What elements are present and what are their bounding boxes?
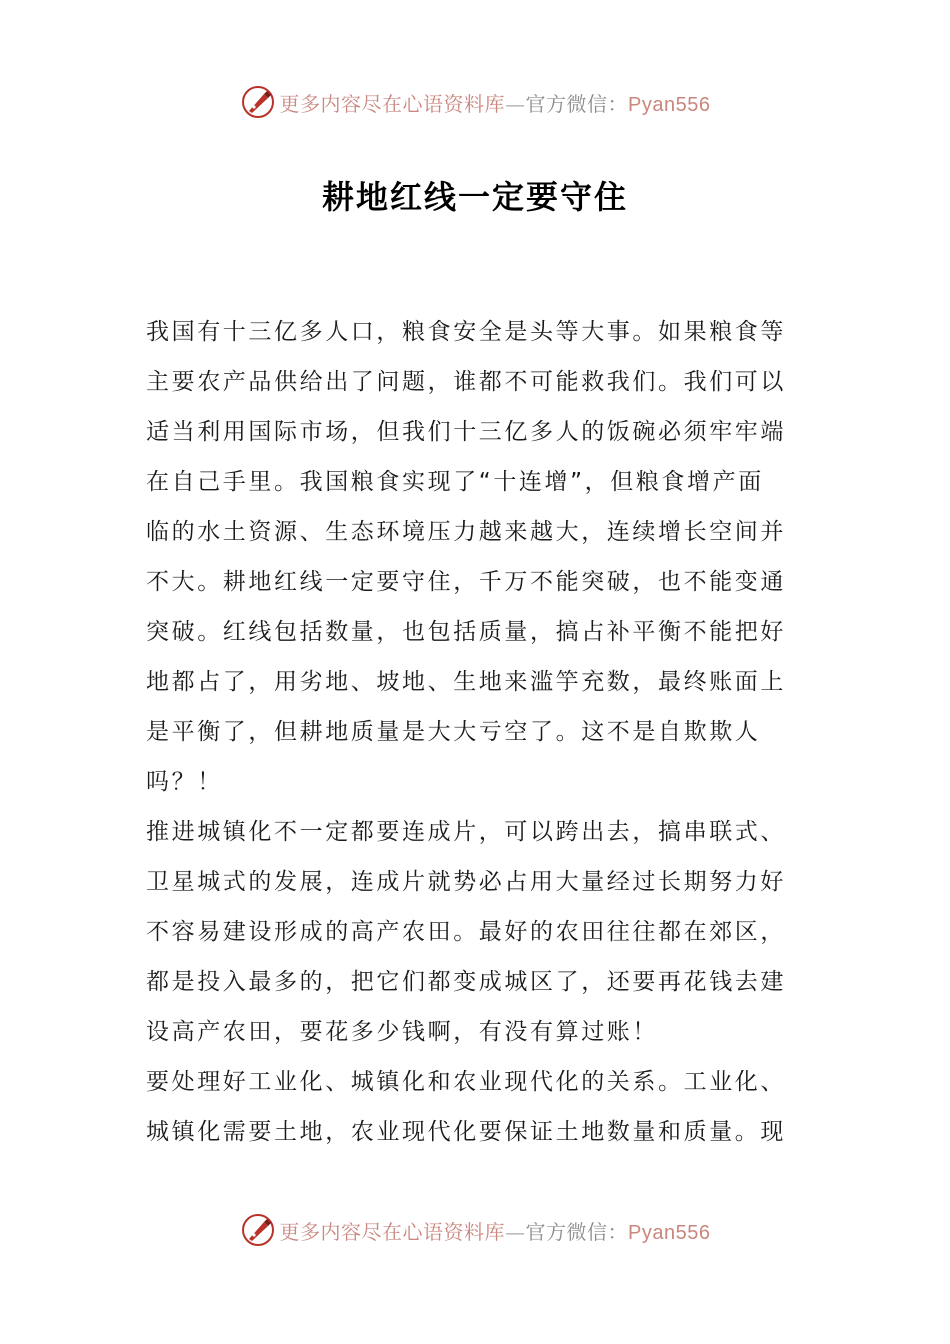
body-line: 突破。红线包括数量，也包括质量，搞占补平衡不能把好 xyxy=(146,619,786,645)
watermark-header xyxy=(0,80,950,124)
body-line: 设高产农田，要花多少钱啊，有没有算过账！ xyxy=(146,1019,658,1045)
body-line: 都是投入最多的，把它们都变成城区了，还要再花钱去建 xyxy=(146,969,786,995)
body-line: 卫星城式的发展，连成片就势必占用大量经过长期努力好 xyxy=(146,869,786,895)
watermark-dash: — xyxy=(505,1219,526,1244)
document-title: 耕地红线一定要守住 xyxy=(321,178,628,216)
watermark-main: 更多内容尽在心语资料库 xyxy=(279,1219,506,1244)
body-line: 推进城镇化不一定都要连成片，可以跨出去，搞串联式、 xyxy=(146,819,786,845)
watermark-wechat-label: 官方微信： xyxy=(525,1219,629,1244)
watermark-text xyxy=(280,88,711,117)
pen-nib-icon xyxy=(240,1212,276,1248)
watermark-main: 更多内容尽在心语资料库 xyxy=(279,91,506,116)
body-line: 主要农产品供给出了问题，谁都不可能救我们。我们可以 xyxy=(146,369,786,395)
body-line: 地都占了，用劣地、坡地、生地来滥竽充数，最终账面上 xyxy=(146,669,786,695)
body-line: 要处理好工业化、城镇化和农业现代化的关系。工业化、 xyxy=(146,1069,786,1095)
watermark-dash: — xyxy=(505,91,526,116)
watermark-text xyxy=(280,1216,711,1245)
watermark-footer xyxy=(0,1208,950,1252)
watermark-wechat-id: Pyan556 xyxy=(628,1221,711,1244)
watermark-wechat-label: 官方微信： xyxy=(525,91,629,116)
body-line: 城镇化需要土地，农业现代化要保证土地数量和质量。现 xyxy=(146,1119,786,1145)
document-body xyxy=(146,307,810,1157)
pen-nib-icon xyxy=(240,84,276,120)
watermark-wechat-id: Pyan556 xyxy=(628,93,711,116)
body-line: 是平衡了，但耕地质量是大大亏空了。这不是自欺欺人 xyxy=(146,719,761,745)
body-line: 吗？！ xyxy=(146,769,223,795)
body-line: 我国有十三亿多人口，粮食安全是头等大事。如果粮食等 xyxy=(146,319,786,345)
body-line: 临的水土资源、生态环境压力越来越大，连续增长空间并 xyxy=(146,519,786,545)
body-line: 不容易建设形成的高产农田。最好的农田往往都在郊区， xyxy=(146,919,786,945)
body-line: 在自己手里。我国粮食实现了“十连增”，但粮食增产面 xyxy=(146,469,764,495)
body-line: 不大。耕地红线一定要守住，千万不能突破，也不能变通 xyxy=(146,569,786,595)
body-line: 适当利用国际市场，但我们十三亿多人的饭碗必须牢牢端 xyxy=(146,419,786,445)
